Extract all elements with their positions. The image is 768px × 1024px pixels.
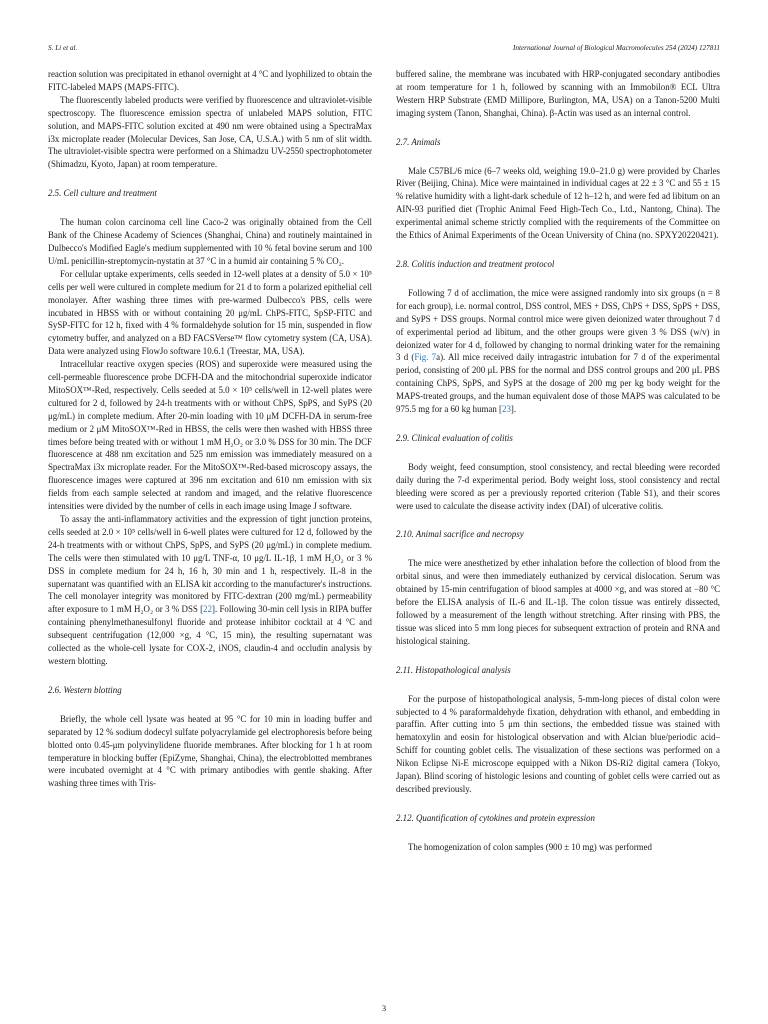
section-heading-2-6: 2.6. Western blotting [48, 684, 122, 695]
paragraph-text: Following 7 d of acclimation, the mice were assigned randomly into six groups (n = 8 for each group), i.e. normal control, DSS control, MES + DSS, ChPS + DSS, SpPS + DSS, and SyPS + DSS groups. Normal control mice were given deionized water throughout 7 d of experimental period ad libitum, and the other groups were given 3 % DSS (w/v) in deionized water for 4 d, followed by changing to normal drinking water for the remaining 3 d ( [396, 287, 720, 363]
paragraph-text: ]. [510, 404, 517, 415]
citation-link[interactable]: 22 [203, 604, 212, 615]
right-column [396, 68, 720, 854]
page-number: 3 [381, 1003, 387, 1013]
paragraph: Briefly, the whole cell lysate was heated at 95 °C for 10 min in loading buffer and separated by 12 % sodium dodecyl sulfate polyacrylamide gel electrophoresis before being blotted onto 0.45-μm polyvinylidene fluoride membranes. After blocking for 1 h at room temperature in blocking buffer (EpiZyme, Shanghai, China), the electroblotted membranes were incubated overnight at 4 °C with primary antibodies with gentle shaking. After washing three times with Tris- [48, 713, 372, 789]
section-heading-2-9: 2.9. Clinical evaluation of colitis [396, 432, 513, 443]
paragraph: Body weight, feed consumption, stool consistency, and rectal bleeding were recorded daily during the 7-d experimental period. Body weight loss, stool consistency and rectal bleeding were scored as per a previously reported criterion (Table S1), and their scores were used to calculate the disease activity index (DAI) of ulcerative colitis. [396, 461, 720, 511]
running-header-authors: S. Li et al. [48, 44, 78, 52]
paragraph: The homogenization of colon samples (900 ± 10 mg) was performed [408, 841, 652, 852]
citation-link[interactable]: 23 [502, 404, 511, 415]
section-heading-2-12: 2.12. Quantification of cytokines and protein expression [396, 812, 595, 823]
paragraph-text: To assay the anti-inflammatory activities and the expression of tight junction proteins, cells seeded at 2.0 × 10⁵ cells/well in 6-well plates were cultured for 12 d, followed by the 24-h treatments with or without ChPS, SpPS, and SyPS (20 μg/mL) in complete medium. The cells were then stimulated with 10 μg/L TNF-α, 10 μg/L IL-1β, 1 mM H₂O₂ or 3 % DSS in complete medium for 24 h, 16 h, 30 min and 1 h, respectively. IL-8 in the supernatant was quantified with an ELISA kit according to the manufacturer's instructions. The cell monolayer integrity was monitored by FITC-dextran (200 mg/mL) permeability after exposure to 1 mM H₂O₂ or 3 % DSS [ [48, 514, 372, 615]
section-heading-2-8: 2.8. Colitis induction and treatment protocol [396, 258, 555, 269]
paragraph-text: a). All mice received daily intragastric intubation for 7 d of the experimental period, consisting of 200 μL PBS for the normal and DSS control groups and 200 μL PBS containing ChPS, SpPS, and SyPS at the dosage of 200 mg per kg body weight for the MAPS-treated groups, and the human equivalent dose of those MAPS was calculated to be 975.5 mg for a 60 kg human [ [396, 352, 720, 415]
paragraph: Male C57BL/6 mice (6–7 weeks old, weighing 19.0–21.0 g) were provided by Charles River (Beijing, China). Mice were maintained in individual cages at 22 ± 3 °C and 55 ± 15 % relative humidity with a light-dark schedule of 12 h–12 h, and were fed ad libitum on an AIN-93 purified diet (Trophic Animal Feed High-Tech Co., Ltd., Nantong, China). The experimental animal scheme strictly complied with the requirements of the Committee on the Ethics of Animal Experiments of the Ocean University of China (no. SPXY20220421). [396, 165, 720, 241]
running-header-journal: International Journal of Biological Macromolecules 254 (2024) 127811 [512, 44, 720, 52]
figure-link[interactable]: Fig. 7 [414, 352, 437, 363]
section-heading-2-11: 2.11. Histopathological analysis [396, 664, 511, 675]
paragraph [48, 513, 372, 668]
section-heading-2-7: 2.7. Animals [396, 136, 441, 147]
paragraph-text: ]. Following 30-min cell lysis in RIPA buffer containing phenylmethanesulfonyl fluoride and protease inhibitor cocktail at 4 °C and subsequent centrifugation (12,000 ×g, 4 °C, 15 min), the resulting supernatant was collected as the whole-cell lysate for COX-2, iNOS, claudin-4 and occludin analysis by western blotting. [48, 604, 372, 666]
paragraph: Intracellular reactive oxygen species (ROS) and superoxide were measured using the cell-permeable fluorescence probe DCFH-DA and the mitochondrial superoxide indicator MitoSOX™-Red, respectively. Cells seeded at 5.0 × 10⁵ cells/well in 12-well plates were cultured for 2 d, followed by 24-h treatments with or without ChPS, SpPS, and SyPS (20 μg/mL) in complete medium. After 20-min loading with 10 μM DCFH-DA in serum-free medium or 2 μM MitoSOX™-Red in HBSS, the cells were then washed with HBSS three times before being treated with or without 1 mM H₂O₂ or 3.0 % DSS for 30 min. The DCF fluorescence at 488 nm excitation and 525 nm emission was immediately measured on a SpectraMax i3x microplate reader. For the MitoSOX™-Red-based microscopy assays, the fluorescence images were captured at 396 nm excitation and 610 nm emission with six fields from each sample selected at random and imaged, and the relative fluorescence intensities were divided by the number of cells in each image using Image J software. [48, 359, 372, 512]
paragraph: The fluorescently labeled products were verified by fluorescence and ultraviolet-visible spectroscopy. The fluorescence emission spectra of unlabeled MAPS solution, FITC solution, and MAPS-FITC solution excited at 490 nm were obtained using a SpectraMax i3x microplate reader (Molecular Devices, San Jose, CA, U.S.A.) with 5 nm of slit width. The ultraviolet-visible spectra were performed on a Shimadzu UV-2550 spectrophotometer (Shimadzu, Kyoto, Japan) at room temperature. [48, 94, 372, 170]
section-heading-2-10: 2.10. Animal sacrifice and necropsy [396, 529, 524, 540]
paragraph [396, 287, 720, 416]
section-heading-2-5: 2.5. Cell culture and treatment [48, 188, 157, 199]
paragraph: The mice were anesthetized by ether inhalation before the collection of blood from the orbital sinus, and were then immediately euthanized by cervical dislocation. Serum was obtained by 15-min centrifugation of blood samples at 4000 ×g, and was stored at −80 °C before the ELISA analysis of IL-6 and IL-1β. The colon tissue was entirely dissected, followed by a measurement of the length without stretching. After rinsing with PBS, the tissue was sliced into 5 mm long pieces for subsequent extraction of protein and RNA and histological staining. [396, 558, 720, 646]
paragraph: For cellular uptake experiments, cells seeded in 12-well plates at a density of 5.0 × 10⁵ cells per well were cultured in complete medium for 21 d to form a polarized epithelial cell monolayer. After washing three times with pre-warmed Dulbecco's PBS, cells were incubated in HBSS with or without containing 20 μg/mL ChPS-FITC, SpSP-FITC and SySP-FITC for 12 h, fixed with 4 % formaldehyde solution for 15 min, suspended in flow cytometry buffer, and analyzed on a BD FACSVerse™ flow cytometry system (CA, USA). Data were analyzed using FlowJo software 10.6.1 (Treestar, MA, USA). [48, 268, 372, 357]
paragraph: The human colon carcinoma cell line Caco-2 was originally obtained from the Cell Bank of the Chinese Academy of Sciences (Shanghai, China) and routinely maintained in Dulbecco's Modified Eagle's medium supplemented with 10 % fetal bovine serum and 100 U/mL penicillin-streptomycin-nystatin at 37 °C in a humid air containing 5 % CO₂. [48, 217, 372, 266]
left-column [48, 68, 372, 790]
paragraph: reaction solution was precipitated in ethanol overnight at 4 °C and lyophilized to obtain the FITC-labeled MAPS (MAPS-FITC). [48, 69, 372, 92]
paragraph: For the purpose of histopathological analysis, 5-mm-long pieces of distal colon were subjected to 4 % paraformaldehyde fixation, dehydration with ethanol, and embedding in paraffin. After cutting into 5 μm thin sections, the embedded tissue was stained with hematoxylin and eosin for histological observation and with Alcian blue/periodic acid–Schiff for counting goblet cells. The visualization of these sections was performed on a Nikon Eclipse Ni-E microscope equipped with a Nikon DS-Ri2 digital camera (Tokyo, Japan). Blind scoring of histologic lesions and counting of goblet cells were carried out as described previously. [396, 693, 720, 794]
paragraph: buffered saline, the membrane was incubated with HRP-conjugated secondary antibodies at room temperature for 1 h, followed by scanning with an Immobilon® ECL Ultra Western HRP Substrate (EMD Millipore, Burlington, MA, USA) on a Tanon-5200 Multi imaging system (Tanon, Shanghai, China). β-Actin was used as an internal control. [396, 69, 720, 118]
